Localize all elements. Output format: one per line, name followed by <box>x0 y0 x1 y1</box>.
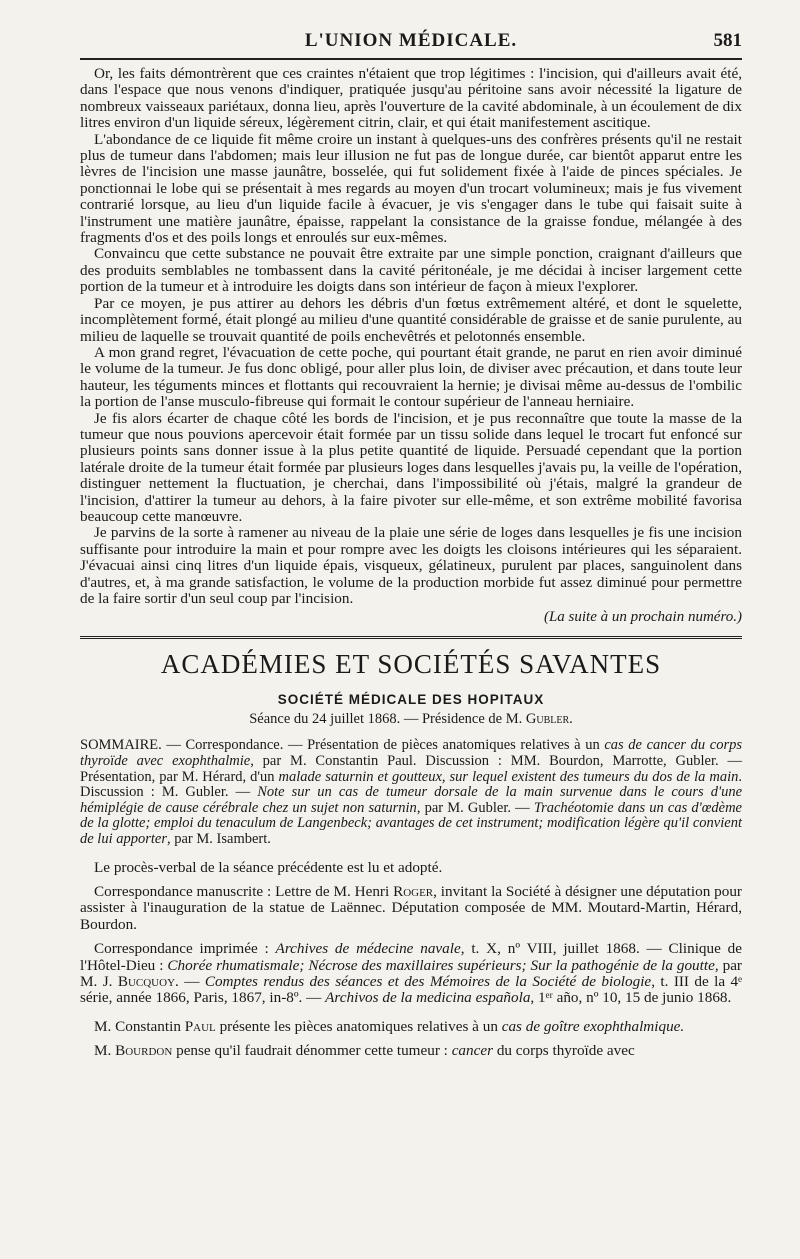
page-header <box>80 0 742 58</box>
summary-italic: Trachéotomie dans un cas d'œdème de la glotte; emploi du tenaculum de Langenbeck; avantages de cet instrument; modification légère qu'il convient de lui apporter <box>80 799 742 847</box>
text: , 1ᵉʳ año, nº 10, 15 de junio 1868. <box>530 989 732 1007</box>
summary-label: SOMMAIRE. <box>80 737 162 754</box>
correspondence-printed <box>80 941 742 1007</box>
summary-text: , par M. Constantin Paul. Discussion : MM. Bourdon, Marrotte, Gubler. — Présentation, par M. Hérard, d'un <box>80 753 742 785</box>
minutes-paragraph: Le procès-verbal de la séance précédente est lu et adopté. <box>94 858 443 876</box>
summary-text: — Correspondance. — Présentation de pièces anatomiques relatives à un <box>161 737 605 754</box>
continued-note: (La suite à un prochain numéro.) <box>543 609 742 626</box>
summary-italic: malade saturnin et goutteux, sur lequel existent des tumeurs du dos de la main <box>278 768 739 785</box>
running-title: L'UNION MÉDICALE. <box>304 30 518 51</box>
paul-paragraph <box>80 1019 742 1035</box>
body-paragraph: Je parvins de la sorte à ramener au niveau de la plaie une série de loges dans lesquelles je fis une incision suffisante pour introduire la main et pour rompre avec les doigts les cloisons intérieures qui les séparaient. J'évacuai ainsi cinq litres d'un liquide épais, visqueux, gélatineux, purulent par places, sanguinolent dans d'autres, et, à ma grande satisfaction, le volume de la production morbide fut assez diminué pour permettre de la faire sortir d'un seul coup par l'incision. <box>80 524 742 607</box>
section-title: ACADÉMIES ET SOCIÉTÉS SAVANTES <box>160 649 662 680</box>
body-paragraph: L'abondance de ce liquide fit même croire un instant à quelques-uns des confrères présents qu'il ne restait plus de tumeur dans l'abdomen; mais leur illusion ne fut pas de longue durée, car bientôt apparut entre les lèvres de l'incision une masse jaunâtre, bosselée, qui fut solidement fixée à l'aide de pinces spéciales. Je ponctionnai le lobe qui se présentait à mes regards au moyen d'un trocart volumineux; mais je fus vivement contrarié lorsque, au lieu d'un liquide facile à évacuer, je vis s'engager dans le tube qui faisait suite à l'instrument une matière jaunâtre, épaisse, rappelant la consistance de la graisse fondue, mélangée à des fragments d'os et des poils longs et enroulés sur eux-mêmes. <box>80 130 742 247</box>
session-president: Gubler. <box>525 711 573 728</box>
article-body <box>80 66 742 626</box>
text: M. Constantin <box>94 1017 185 1035</box>
summary-text: . Discussion : M. Gubler. — <box>80 768 742 801</box>
summary <box>80 738 742 847</box>
italic-text: cancer <box>451 1042 494 1060</box>
person-name: Bucquoy <box>117 973 176 990</box>
text: Correspondance imprimée : <box>94 940 276 958</box>
text: présente les pièces anatomiques relatives à un <box>215 1017 502 1035</box>
header-rule <box>80 58 742 60</box>
text: pense qu'il faudrait dénommer cette tumeur : <box>172 1042 452 1060</box>
italic-text: Archivos de la medicina española <box>325 989 531 1007</box>
body-paragraph: A mon grand regret, l'évacuation de cette poche, qui pourtant était grande, ne parut en rien avoir diminué le volume de la tumeur. Je fus donc obligé, pour aller plus loin, de diviser avec précaution, et dans toute leur hauteur, les téguments minces et flottants qui recouvraient la hernie; je divisai même au-dessus de l'ombilic la portion de l'anse musculo-fibreuse qui formait le contour supérieur de l'anneau herniaire. <box>80 343 742 411</box>
body-paragraph: Je fis alors écarter de chaque côté les bords de l'incision, et je pus reconnaître que toute la masse de la tumeur que nous pouvions apercevoir était formée par un tissu solide dans lequel le trocart fut enfoncé sur plusieurs points sans donner issue à la plus petite quantité de liquide. Persuadé cependant que la portion latérale droite de la tumeur était formée par plusieurs loges dans lesquelles j'avais pu, la veille de l'opération, distinguer nettement la fluctuation, je cherchai, dans l'impossibilité où j'étais, malgré la grandeur de l'incision, d'attirer la tumeur au dehors, à la faire pivoter sur elle-même, et son extrême mobilité favorisa beaucoup cette manœuvre. <box>80 409 742 525</box>
person-name: Roger <box>393 882 434 900</box>
text: Correspondance manuscrite : Lettre de M. Henri <box>94 882 394 900</box>
italic-text: Comptes rendus des séances et des Mémoires de la Société de biologie <box>204 973 652 990</box>
italic-text: Archives de médecine navale <box>275 940 461 958</box>
summary-text: , par M. Gubler. — <box>416 799 534 816</box>
society-title: SOCIÉTÉ MÉDICALE DES HOPITAUX <box>277 692 545 708</box>
body-paragraph: Or, les faits démontrèrent que ces craintes n'étaient que trop légitimes : l'incision, qui d'ailleurs avait été, dans l'espace que nous venons d'indiquer, pratiquée jusqu'au péritoine sans avoir nécessité la ligature de nombreux vaisseaux pariétaux, donna lieu, après l'ouverture de la cavité abdominale, à un écoulement de dix litres environ d'un liquide séreux, légèrement citrin, clair, et qui était manifestement ascitique. <box>80 65 742 132</box>
summary-italic: cas de cancer du corps thyroïde avec exophthalmie <box>80 737 742 769</box>
text: , t. III de la 4ᵉ série, année 1866, Paris, 1867, in-8º. — <box>80 973 742 1007</box>
person-name: Paul <box>184 1017 216 1035</box>
person-name: Bourdon <box>115 1042 173 1060</box>
text: , par M. J. <box>80 956 742 990</box>
summary-text: , par M. Isambert. <box>167 830 271 847</box>
text: du corps thyroïde avec <box>493 1042 635 1060</box>
session-line <box>80 711 742 728</box>
body-paragraph: Convaincu que cette substance ne pouvait être extraite par une simple ponction, craignant d'ailleurs que des produits semblables ne tombassent dans la cavité péritonéale, je me décidai à inciser largement cette portion de la tumeur et à introduire les doigts dans son intérieur de façon à mieux l'explorer. <box>80 245 742 296</box>
bourdon-paragraph <box>80 1043 742 1059</box>
italic-text: Chorée rhumatismale; Nécrose des maxillaires supérieurs; Sur la pathogénie de la goutte <box>167 956 715 974</box>
text: M. <box>94 1042 116 1060</box>
session-text: Séance du 24 juillet 1868. — Présidence de M. <box>249 711 526 728</box>
body-paragraph: Par ce moyen, je pus attirer au dehors les débris d'un fœtus extrêmement altéré, et dont le squelette, incomplètement formé, était plongé au milieu d'une quantité considérable de graisse et de sanie purulente, au milieu de laquelle se trouvait quantité de poils enchevêtrés et pelotonnés ensemble. <box>80 294 742 345</box>
correspondence-manuscript <box>80 884 742 933</box>
text: . — <box>175 973 205 990</box>
section-rule <box>80 636 742 639</box>
text: , t. X, nº VIII, juillet 1868. — Clinique de l'Hôtel-Dieu : <box>80 940 743 974</box>
page-number: 581 <box>713 30 742 51</box>
summary-italic: Note sur un cas de tumeur dorsale de la main survenue dans le cours d'une hémiplégie de cause cérébrale chez un sujet non saturnin <box>80 784 743 816</box>
text: , invitant la Société à désigner une députation pour assister à l'inauguration de la statue de Laënnec. Députation composée de MM. Moutard-Martin, Hérard, Bourdon. <box>80 882 742 933</box>
italic-text: cas de goître exophthalmique. <box>501 1017 685 1035</box>
